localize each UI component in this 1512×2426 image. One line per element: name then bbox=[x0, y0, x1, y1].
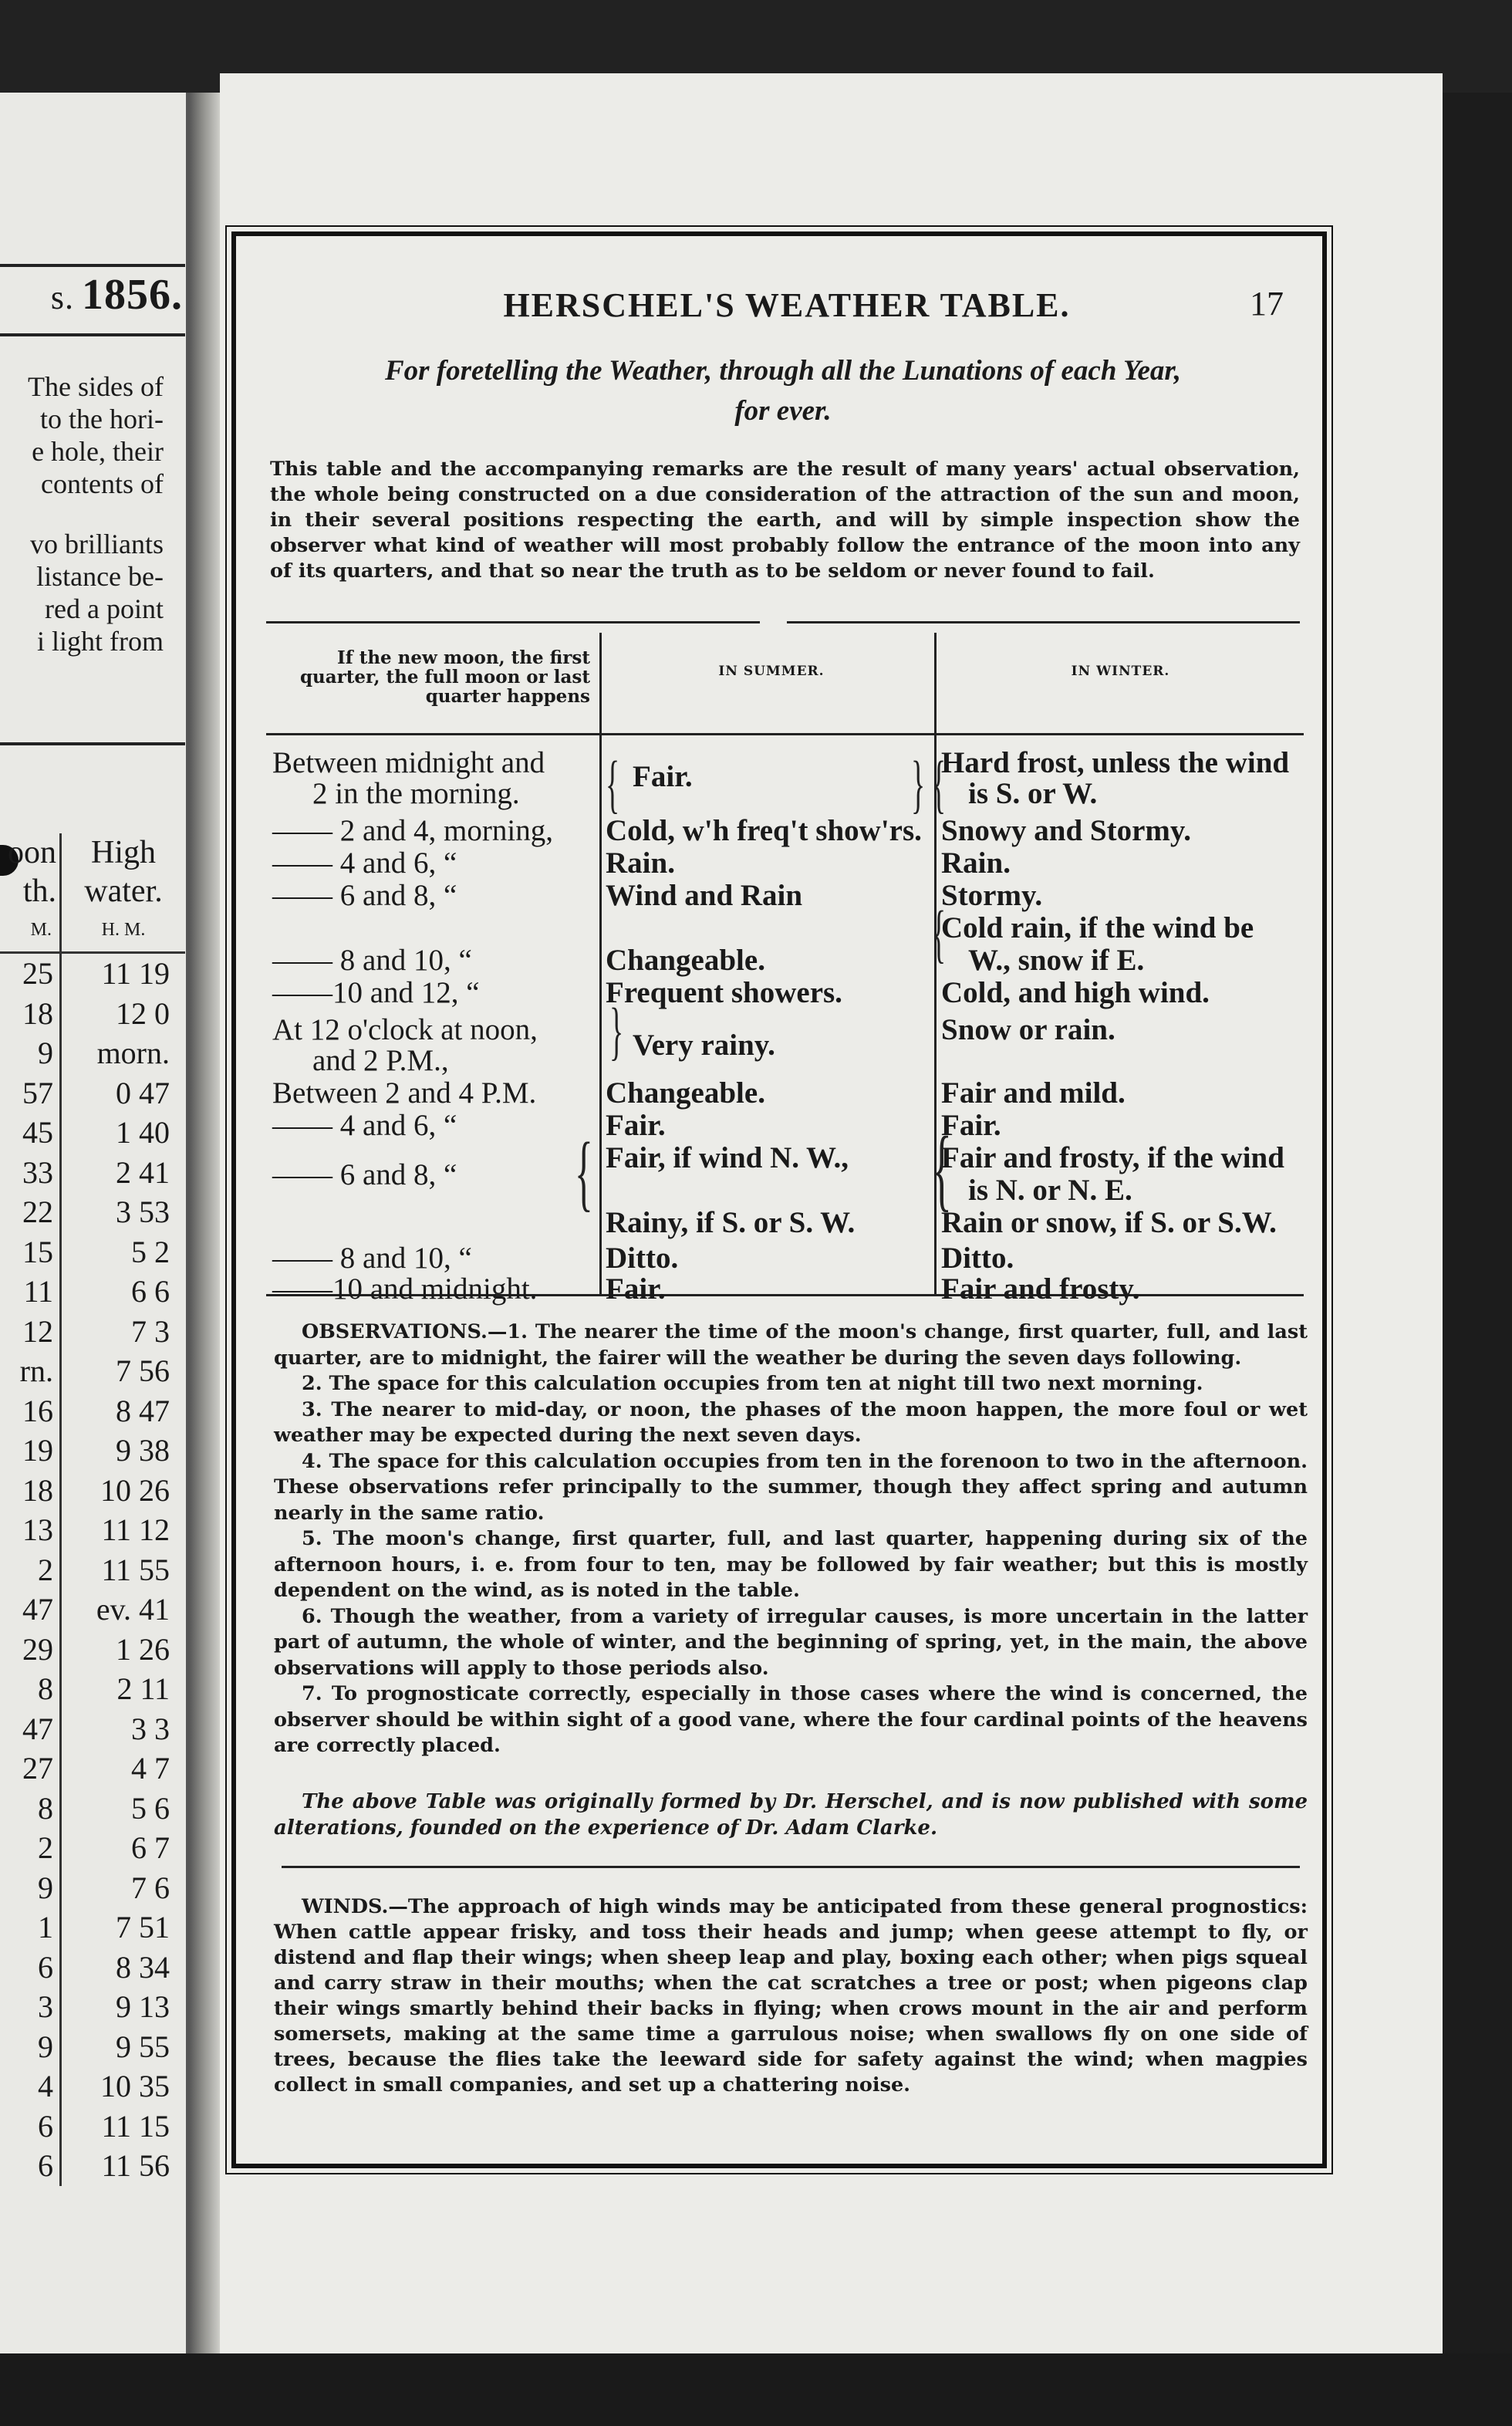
left-cell-moon: rn. bbox=[0, 1351, 62, 1391]
left-table-row bbox=[0, 1630, 185, 1670]
left-table-row bbox=[0, 1073, 185, 1113]
left-table-row bbox=[0, 1192, 185, 1232]
left-cell-water: 6 7 bbox=[131, 1830, 170, 1865]
left-text-line: e hole, their bbox=[32, 436, 164, 467]
table-credit: The above Table was originally formed by Dr. Herschel, and is now published with some alterations, founded on the experience of Dr. Adam Clarke. bbox=[274, 1790, 1308, 1840]
brace-6-8-left: { bbox=[575, 1125, 593, 1219]
left-head-col1: oon bbox=[0, 833, 62, 872]
left-cell-water: 9 38 bbox=[116, 1433, 170, 1468]
left-cell-water: 7 51 bbox=[116, 1910, 170, 1945]
left-page-text bbox=[0, 370, 185, 657]
left-text-line: The sides of bbox=[28, 371, 164, 402]
left-cell-water: 7 6 bbox=[131, 1870, 170, 1905]
left-cell-water: 3 53 bbox=[116, 1194, 170, 1229]
left-cell-water: 1 26 bbox=[116, 1631, 170, 1667]
left-table-row bbox=[0, 1987, 185, 2027]
left-cell-moon: 18 bbox=[0, 994, 62, 1034]
cell-time: —— 4 and 6, “ bbox=[272, 1109, 457, 1142]
cell-time: At 12 o'clock at noon, bbox=[272, 1013, 538, 1046]
left-cell-moon: 1 bbox=[0, 1907, 62, 1948]
left-cell-moon: 19 bbox=[0, 1431, 62, 1471]
cell-time: 2 in the morning. bbox=[312, 777, 520, 810]
book-gutter bbox=[189, 93, 220, 2361]
cell-winter: Ditto. bbox=[941, 1242, 1014, 1275]
left-table-subhead bbox=[0, 911, 185, 954]
winds-rule bbox=[282, 1866, 1300, 1868]
scan-background-bottom bbox=[0, 2353, 1512, 2426]
left-table-head-2 bbox=[0, 872, 185, 911]
left-table-row bbox=[0, 1351, 185, 1391]
page-subtitle bbox=[266, 351, 1300, 431]
cell-summer: Changeable. bbox=[606, 1076, 765, 1110]
left-page-year bbox=[0, 270, 189, 319]
left-cell-moon: 8 bbox=[0, 1669, 62, 1709]
cell-time: —— 6 and 8, “ bbox=[272, 879, 457, 912]
left-cell-moon: 13 bbox=[0, 1510, 62, 1550]
left-table-row bbox=[0, 994, 185, 1034]
cell-winter: W., snow if E. bbox=[968, 944, 1145, 977]
cell-winter: is S. or W. bbox=[968, 777, 1098, 810]
left-text-line: i light from bbox=[37, 626, 164, 657]
left-cell-moon: 3 bbox=[0, 1987, 62, 2027]
left-sub-col1: M. bbox=[0, 911, 62, 951]
winds-paragraph: WINDS.—The approach of high winds may be anticipated from these general prognostics: When cattle appear frisky, and toss their heads and jump; when geese attempt to fly, or distend and flap their wings; when sheep leap and play, boxing each other; when pigs squeal and carry straw in their mouths; when the cat scratches a tree or post; when pigeons clap their wings smartly behind their backs in flying; when crows mount in the air and perform somersets, making at the same time a garrulous noise; when swallows fly on one side of trees, because the flies take the leeward side for safety against the wind; when magpies collect in small companies, and set up a chattering noise. bbox=[274, 1895, 1308, 2097]
cell-time: and 2 P.M., bbox=[312, 1044, 449, 1077]
cell-winter: Fair and frosty. bbox=[941, 1272, 1140, 1306]
left-cell-moon: 45 bbox=[0, 1113, 62, 1153]
left-head-col1b: th. bbox=[0, 872, 62, 911]
cell-time: Between midnight and bbox=[272, 746, 545, 779]
left-cell-water: 10 35 bbox=[100, 2069, 170, 2103]
left-cell-water: 7 3 bbox=[131, 1313, 170, 1349]
left-head-col2: High bbox=[91, 835, 156, 870]
header-summer: IN SUMMER. bbox=[718, 664, 825, 679]
cell-winter: Hard frost, unless the wind bbox=[941, 746, 1290, 779]
left-cell-moon: 27 bbox=[0, 1749, 62, 1789]
left-table-row bbox=[0, 1789, 185, 1829]
left-table-row bbox=[0, 1471, 185, 1511]
left-cell-water: 11 55 bbox=[101, 1552, 170, 1587]
intro-paragraph: This table and the accompanying remarks are the result of many years' actual observation, the whole being constructed on a due consideration of the attraction of the sun and moon, in their several positions respecting the earth, and will by simple inspection show the observer what kind of weather will most probably follow the entrance of the moon into any of its quarters, and that so near the truth as to be seldom or never found to fail. bbox=[270, 458, 1300, 583]
left-cell-water: 7 56 bbox=[116, 1353, 170, 1388]
left-cell-moon: 6 bbox=[0, 1948, 62, 1988]
left-cell-moon: 9 bbox=[0, 1868, 62, 1908]
left-rule-table bbox=[0, 742, 185, 745]
cell-summer: Fair. bbox=[606, 1272, 666, 1306]
header-divider bbox=[266, 733, 1304, 735]
left-cell-moon: 9 bbox=[0, 1033, 62, 1073]
left-cell-water: 0 47 bbox=[116, 1075, 170, 1110]
subtitle-line-1: For foretelling the Weather, through all the Lunations of each Year, bbox=[384, 355, 1182, 387]
left-cell-moon: 11 bbox=[0, 1272, 62, 1312]
col-divider-1 bbox=[599, 633, 602, 1296]
left-sub-col2: H. M. bbox=[101, 920, 146, 940]
page-title: HERSCHEL'S WEATHER TABLE. bbox=[503, 286, 1071, 324]
cell-winter: Stormy. bbox=[941, 879, 1043, 912]
cell-summer: Fair, if wind N. W., bbox=[606, 1141, 849, 1174]
left-table-body bbox=[0, 954, 185, 2186]
left-text-line: red a point bbox=[45, 593, 164, 624]
left-cell-water: 1 40 bbox=[116, 1115, 170, 1150]
observation-paragraph: 4. The space for this calculation occupies from ten in the forenoon to two in the afternoon. These observations refer principally to the summer, though they affect spring and autumn nearly in the same ratio. bbox=[274, 1449, 1308, 1525]
left-cell-moon: 16 bbox=[0, 1391, 62, 1431]
left-cell-moon: 22 bbox=[0, 1192, 62, 1232]
left-table-row bbox=[0, 1113, 185, 1153]
left-table-row bbox=[0, 1033, 185, 1073]
subtitle-line-2: for ever. bbox=[734, 395, 832, 427]
observation-paragraph: 6. Though the weather, from a variety of irregular causes, is more uncertain in the latter part of autumn, the whole of winter, and the beginning of spring, yet, in the main, the above observations will apply to those periods also. bbox=[274, 1604, 1308, 1680]
left-rule-bottom bbox=[0, 333, 185, 336]
left-cell-water: 11 15 bbox=[101, 2108, 170, 2144]
left-cell-water: 8 47 bbox=[116, 1393, 170, 1428]
left-cell-moon: 29 bbox=[0, 1630, 62, 1670]
cell-summer: Very rainy. bbox=[633, 1029, 775, 1062]
left-cell-water: 9 13 bbox=[116, 1989, 170, 2024]
observations-section bbox=[274, 1319, 1308, 1759]
left-table-row bbox=[0, 2066, 185, 2107]
brace-6-8-right: { bbox=[932, 1117, 952, 1220]
left-table-row bbox=[0, 1431, 185, 1471]
cell-time: —— 8 and 10, “ bbox=[272, 944, 472, 977]
left-cell-water: 10 26 bbox=[100, 1472, 170, 1508]
left-rule-top bbox=[0, 264, 185, 267]
left-table-row bbox=[0, 2107, 185, 2147]
left-text-line: listance be- bbox=[36, 561, 164, 592]
left-table-row bbox=[0, 1868, 185, 1908]
brace-changeable-left: { bbox=[932, 898, 947, 970]
cell-time: ——10 and midnight. bbox=[272, 1272, 538, 1306]
cell-winter: Snowy and Stormy. bbox=[941, 814, 1191, 847]
cell-time: Between 2 and 4 P.M. bbox=[272, 1076, 537, 1110]
left-cell-moon: 25 bbox=[0, 954, 62, 994]
left-year-value: 1856. bbox=[82, 271, 183, 319]
header-when: If the new moon, the first quarter, the full moon or last quarter happens bbox=[299, 647, 590, 707]
left-cell-water: 2 11 bbox=[116, 1671, 170, 1706]
cell-time: —— 8 and 10, “ bbox=[272, 1242, 472, 1275]
cell-time: —— 4 and 6, “ bbox=[272, 846, 457, 880]
left-text-line: vo brilliants bbox=[30, 529, 164, 559]
cell-winter: Cold, and high wind. bbox=[941, 976, 1210, 1009]
left-cell-moon: 47 bbox=[0, 1709, 62, 1749]
cell-summer: Frequent showers. bbox=[606, 976, 842, 1009]
page-number: 17 bbox=[1250, 285, 1284, 323]
cell-time: —— 2 and 4, morning, bbox=[272, 814, 553, 847]
left-cell-water: 3 3 bbox=[131, 1711, 170, 1746]
cell-summer: Changeable. bbox=[606, 944, 765, 977]
left-table-row bbox=[0, 1153, 185, 1193]
left-table-row bbox=[0, 2146, 185, 2186]
left-table-row bbox=[0, 1391, 185, 1431]
cell-winter: Rain or snow, if S. or S.W. bbox=[941, 1206, 1277, 1239]
left-table-row bbox=[0, 1272, 185, 1312]
left-table-row bbox=[0, 1550, 185, 1590]
left-cell-moon: 2 bbox=[0, 1550, 62, 1590]
observation-paragraph: 7. To prognosticate correctly, especially in those cases where the wind is concerned, the observer should be within sight of a good vane, where the four cardinal points of the heavens are correctly placed. bbox=[274, 1682, 1308, 1757]
cell-winter: is N. or N. E. bbox=[968, 1174, 1132, 1207]
cell-time: ——10 and 12, “ bbox=[272, 976, 480, 1009]
left-cell-water: 11 19 bbox=[101, 956, 170, 991]
cell-winter: Fair. bbox=[941, 1109, 1001, 1142]
left-table-row bbox=[0, 1709, 185, 1749]
left-cell-moon: 57 bbox=[0, 1073, 62, 1113]
brace-summer-1-left: { bbox=[606, 748, 620, 820]
cell-summer: Wind and Rain bbox=[606, 879, 803, 912]
cell-time: —— 6 and 8, “ bbox=[272, 1158, 457, 1191]
left-cell-water: 2 41 bbox=[116, 1154, 170, 1190]
left-text-line: to the hori- bbox=[40, 404, 164, 434]
left-table-row bbox=[0, 1907, 185, 1948]
left-cell-water: 5 6 bbox=[131, 1790, 170, 1826]
left-table-row bbox=[0, 1590, 185, 1630]
left-cell-moon: 47 bbox=[0, 1590, 62, 1630]
cell-winter: Fair and mild. bbox=[941, 1076, 1126, 1110]
left-table-row bbox=[0, 954, 185, 994]
left-cell-moon: 9 bbox=[0, 2027, 62, 2067]
header-winter: IN WINTER. bbox=[1071, 664, 1170, 679]
left-head-col2b: water. bbox=[84, 873, 163, 909]
left-table-row bbox=[0, 2027, 185, 2067]
left-table-row bbox=[0, 1749, 185, 1789]
previous-page-fragment bbox=[0, 93, 189, 2361]
left-table-row bbox=[0, 1510, 185, 1550]
left-tide-table bbox=[0, 833, 185, 2186]
table-top-rule-left bbox=[266, 621, 760, 623]
cell-winter: Rain. bbox=[941, 846, 1011, 880]
left-cell-water: 4 7 bbox=[131, 1751, 170, 1786]
left-cell-water: 12 0 bbox=[116, 995, 170, 1031]
left-year-prefix: s. bbox=[50, 279, 74, 316]
cell-summer: Cold, w'h freq't show'rs. bbox=[606, 814, 922, 847]
observation-paragraph: 2. The space for this calculation occupies from ten at night till two next morning. bbox=[302, 1372, 1203, 1395]
left-cell-water: ev. 41 bbox=[96, 1592, 170, 1627]
cell-winter: Snow or rain. bbox=[941, 1013, 1115, 1046]
left-cell-water: 11 12 bbox=[101, 1512, 170, 1547]
left-cell-moon: 6 bbox=[0, 2146, 62, 2186]
left-cell-moon: 18 bbox=[0, 1471, 62, 1511]
left-cell-moon: 2 bbox=[0, 1828, 62, 1868]
brace-rainy-left: } bbox=[609, 995, 624, 1067]
observation-paragraph: 5. The moon's change, first quarter, full, and last quarter, happening during six of the afternoon hours, i. e. from four to ten, may be followed by fair weather; but this is mostly dependent on the wind, as is noted in the table. bbox=[274, 1527, 1308, 1602]
left-cell-water: 5 2 bbox=[131, 1234, 170, 1269]
observation-paragraph: OBSERVATIONS.—1. The nearer the time of the moon's change, first quarter, full, and last quarter, are to midnight, the fairer will the weather be during the seven days following. bbox=[274, 1320, 1308, 1370]
left-text-line: contents of bbox=[41, 468, 164, 499]
cell-summer: Ditto. bbox=[606, 1242, 679, 1275]
left-cell-moon: 33 bbox=[0, 1153, 62, 1193]
left-table-head bbox=[0, 833, 185, 872]
left-table-row bbox=[0, 1669, 185, 1709]
left-table-row bbox=[0, 1232, 185, 1272]
cell-summer: Fair. bbox=[633, 760, 693, 793]
cell-summer: Rain. bbox=[606, 846, 675, 880]
table-top-rule-right bbox=[787, 621, 1300, 623]
left-cell-water: 8 34 bbox=[116, 1949, 170, 1985]
left-cell-moon: 6 bbox=[0, 2107, 62, 2147]
left-cell-moon: 4 bbox=[0, 2066, 62, 2107]
left-cell-water: morn. bbox=[96, 1036, 170, 1070]
brace-winter-1-left: { bbox=[932, 748, 947, 820]
left-cell-water: 9 55 bbox=[116, 2029, 170, 2064]
cell-summer: Rainy, if S. or S. W. bbox=[606, 1206, 856, 1239]
cell-summer: Fair. bbox=[606, 1109, 666, 1142]
left-table-row bbox=[0, 1312, 185, 1352]
cell-winter: Fair and frosty, if the wind bbox=[941, 1141, 1284, 1174]
left-cell-water: 11 56 bbox=[101, 2148, 170, 2183]
left-table-row bbox=[0, 1828, 185, 1868]
cell-winter: Cold rain, if the wind be bbox=[941, 911, 1254, 944]
weather-table bbox=[266, 633, 1304, 1306]
brace-summer-1-right: } bbox=[911, 748, 926, 820]
left-cell-moon: 15 bbox=[0, 1232, 62, 1272]
observation-paragraph: 3. The nearer to mid-day, or noon, the phases of the moon happen, the more foul or wet weather may be expected during the next seven days. bbox=[274, 1397, 1308, 1447]
left-cell-moon: 12 bbox=[0, 1312, 62, 1352]
left-cell-moon: 8 bbox=[0, 1789, 62, 1829]
left-cell-water: 6 6 bbox=[131, 1274, 170, 1309]
left-table-row bbox=[0, 1948, 185, 1988]
